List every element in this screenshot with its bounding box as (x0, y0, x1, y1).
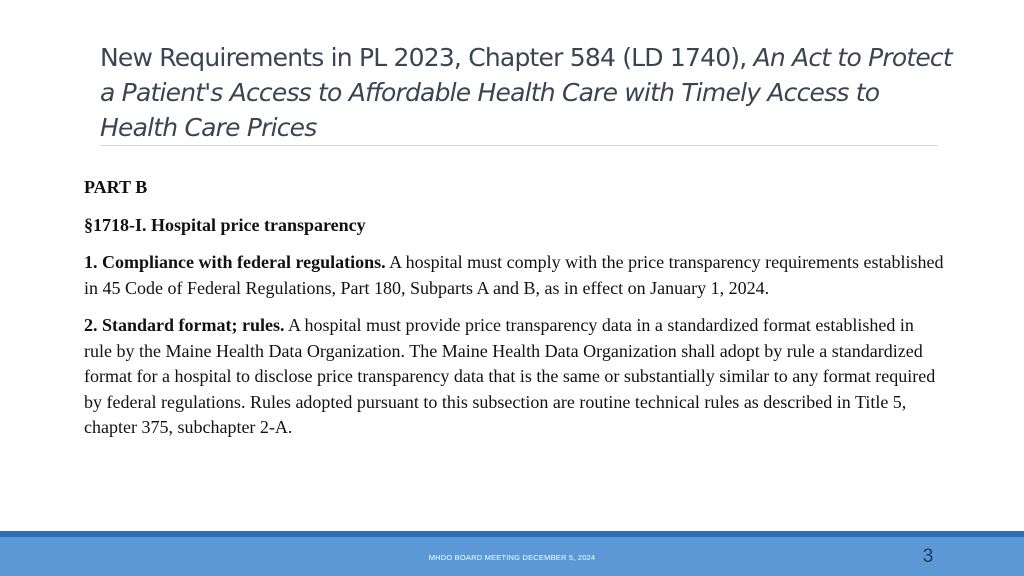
item-2-text: A hospital must provide price transparency data in a standardized format established in rule by the Maine Health Data Organization. The Maine Health Data Organization shall adopt by rule a standardized format for a hospital to disclose price transparency data that is the same or substantially similar to any format required by federal regulations. Rules adopted pursuant to this subsection are routine technical rules as described in Title 5, chapter 375, subchapter 2-A. (84, 315, 936, 437)
item-1-heading: 1. Compliance with federal regulations. (84, 252, 386, 272)
paragraph-item-1 (84, 250, 944, 301)
slide-body (84, 175, 944, 453)
page-number: 3 (922, 546, 934, 567)
section-heading: §1718-I. Hospital price transparency (84, 214, 366, 235)
item-1-text: A hospital must comply with the price transparency requirements established in 45 Code of Federal Regulations, Part 180, Subparts A and B, as in effect on January 1, 2024. (84, 252, 944, 298)
footer-text: MHDO BOARD MEETING DECEMBER 5, 2024 (428, 553, 596, 562)
title-divider (100, 145, 938, 146)
slide-title-plain: New Requirements in PL 2023, Chapter 584 (LD 1740), (100, 43, 754, 72)
paragraph-item-2 (84, 313, 944, 441)
slide-title-italic: An Act to Protect a Patient's Access to Affordable Health Care with Timely Access to Health Care Prices (100, 43, 952, 142)
item-2-heading: 2. Standard format; rules. (84, 315, 285, 335)
part-heading: PART B (84, 177, 148, 197)
slide-title (100, 40, 960, 145)
